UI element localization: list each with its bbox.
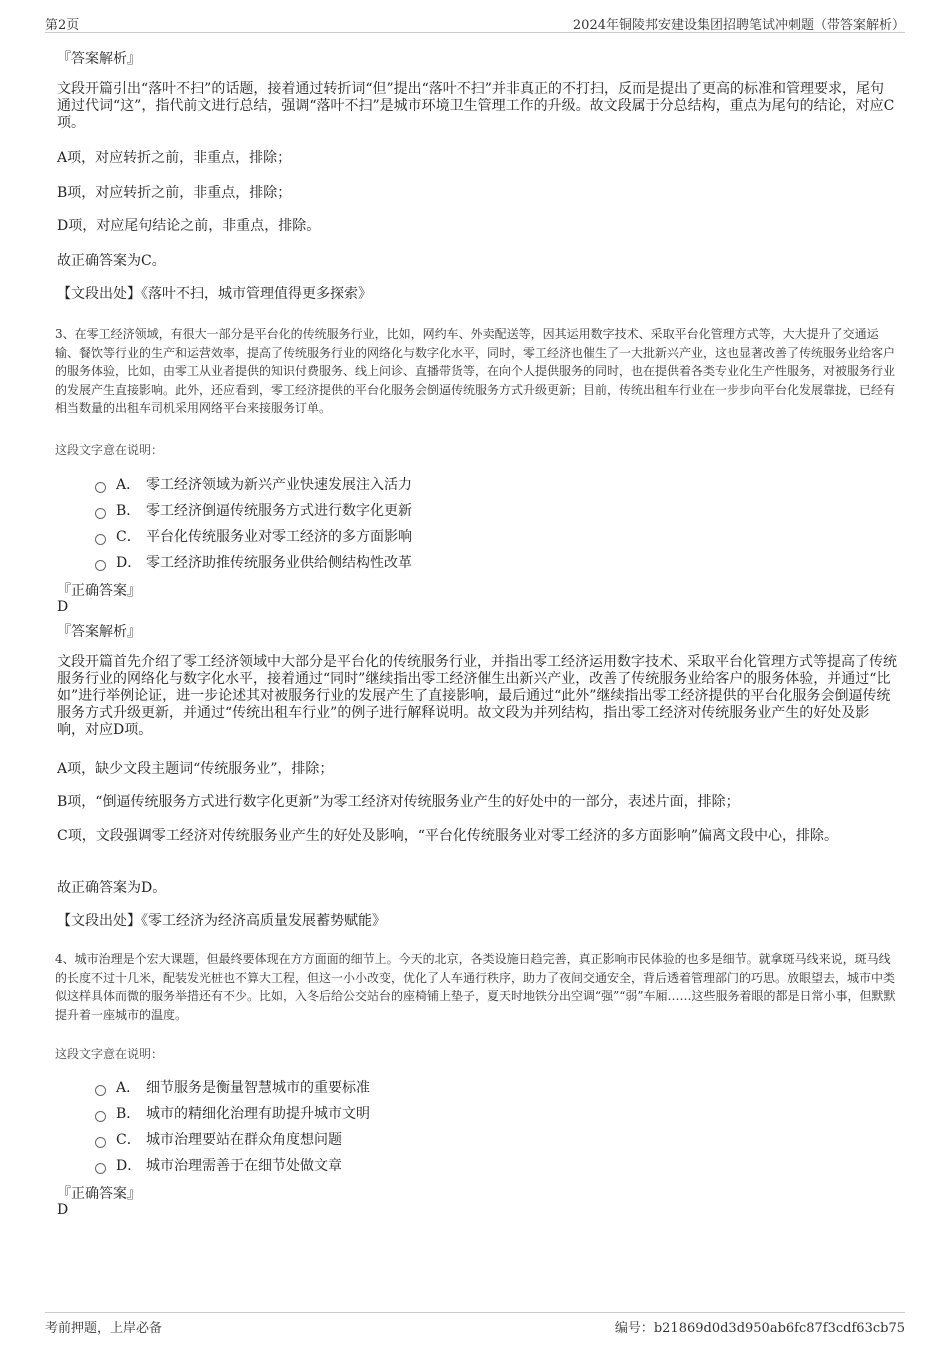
option-letter: A．: [116, 1080, 141, 1096]
q3-option-d[interactable]: [95, 552, 412, 572]
q2-note-b: B项，对应转折之前，非重点，排除；: [57, 185, 292, 201]
option-text: 城市的精细化治理有助提升城市文明: [146, 1106, 370, 1122]
q4-option-c[interactable]: [95, 1129, 342, 1149]
option-text: 零工经济倒逼传统服务方式进行数字化更新: [146, 503, 412, 519]
option-letter: D．: [116, 555, 142, 571]
q3-note-a: A项，缺少文段主题词“传统服务业”，排除；: [57, 761, 334, 777]
option-letter: C．: [116, 529, 141, 545]
q4-answer-label: 『正确答案』: [57, 1186, 141, 1202]
option-letter: D．: [116, 1158, 142, 1174]
radio-icon[interactable]: [95, 1137, 106, 1148]
option-text: 城市治理需善于在细节处做文章: [146, 1158, 342, 1174]
q3-analysis-text: 文段开篇首先介绍了零工经济领域中大部分是平台化的传统服务行业，并指出零工经济运用数字技术、采取平台化管理方式等提高了传统服务行业的网络化与数字化水平，接着通过“同时”继续指出零工经济催生出新兴产业，改善了传统服务业给客户的服务体验，并通过“比如”进行举例论证，进一步论述其对被服务行业的发展产生了直接影响，最后通过“此外”继续指出零工经济提供的平台化服务会倒逼传统服务方式升级更新，并通过“传统出租车行业”的例子进行解释说明。故文段为并列结构，指出零工经济对传统服务业产生的好处及影响，对应D项。: [57, 654, 897, 738]
q3-option-c[interactable]: [95, 526, 412, 546]
q2-analysis-label: 『答案解析』: [57, 51, 141, 67]
q2-conclusion: 故正确答案为C。: [57, 253, 166, 269]
q3-answer: D: [57, 599, 69, 615]
option-text: 细节服务是衡量智慧城市的重要标准: [146, 1080, 370, 1096]
q3-note-b: B项，“倒逼传统服务方式进行数字化更新”为零工经济对传统服务业产生的好处中的一部分，表述片面，排除；: [57, 794, 740, 810]
q3-option-b[interactable]: [95, 500, 412, 520]
radio-icon[interactable]: [95, 1111, 106, 1122]
radio-icon[interactable]: [95, 482, 106, 493]
q2-source: 【文段出处】《落叶不扫，城市管理值得更多探索》: [57, 286, 372, 302]
page-number: 第2页: [45, 18, 80, 33]
option-text: 零工经济助推传统服务业供给侧结构性改革: [146, 555, 412, 571]
radio-icon[interactable]: [95, 560, 106, 571]
option-text: 零工经济领域为新兴产业快速发展注入活力: [146, 477, 412, 493]
q3-source: 【文段出处】《零工经济为经济高质量发展蓄势赋能》: [57, 913, 386, 929]
q2-analysis-text: 文段开篇引出“落叶不扫”的话题，接着通过转折词“但”提出“落叶不扫”并非真正的不打扫，反而是提出了更高的标准和管理要求，尾句通过代词“这”，指代前文进行总结，强调“落叶不扫”是城市环境卫生管理工作的升级。故文段属于分总结构，重点为尾句的结论，对应C项。: [57, 81, 895, 131]
document-id: 编号：b21869d0d3d950ab6fc87f3cdf63cb75: [614, 1321, 905, 1336]
q2-note-d: D项，对应尾句结论之前，非重点，排除。: [57, 218, 321, 234]
q3-conclusion: 故正确答案为D。: [57, 880, 167, 896]
q2-note-a: A项，对应转折之前，非重点，排除；: [57, 150, 292, 166]
option-letter: B．: [116, 1106, 141, 1122]
q3-option-a[interactable]: [95, 474, 412, 494]
q4-option-d[interactable]: [95, 1155, 342, 1175]
radio-icon[interactable]: [95, 508, 106, 519]
page-footer: [45, 1312, 905, 1336]
radio-icon[interactable]: [95, 1085, 106, 1096]
option-letter: A．: [116, 477, 141, 493]
q3-analysis-label: 『答案解析』: [57, 624, 141, 640]
document-title: 2024年铜陵邦安建设集团招聘笔试冲刺题（带答案解析）: [572, 18, 905, 33]
q3-note-c: C项，文段强调零工经济对传统服务业产生的好处及影响，“平台化传统服务业对零工经济的多方面影响”偏离文段中心，排除。: [57, 828, 839, 844]
option-text: 平台化传统服务业对零工经济的多方面影响: [146, 529, 412, 545]
footer-slogan: 考前押题，上岸必备: [45, 1321, 163, 1336]
q4-question-text: 4、城市治理是个宏大课题，但最终要体现在方方面面的细节上。今天的北京，各类设施日趋完善，真正影响市民体验的也多是细节。就拿斑马线来说，斑马线的长度不过十几米，配装发光桩也不算大工程，但这一小小改变，优化了人车通行秩序，助力了夜间交通安全，背后透着管理部门的巧思。放眼望去，城市中类似这样具体而微的服务举措还有不少。比如，入冬后给公交站台的座椅铺上垫子，夏天时地铁分出空调“强”“弱”车厢……这些服务着眼的都是日常小事，但默默提升着一座城市的温度。: [55, 952, 896, 1022]
q3-answer-label: 『正确答案』: [57, 583, 141, 599]
radio-icon[interactable]: [95, 1163, 106, 1174]
q4-answer: D: [57, 1202, 69, 1218]
page-header: [45, 14, 905, 33]
radio-icon[interactable]: [95, 534, 106, 545]
q4-option-a[interactable]: [95, 1077, 370, 1097]
q4-prompt: 这段文字意在说明：: [55, 1047, 164, 1061]
q3-question-text: 3、在零工经济领域，有很大一部分是平台化的传统服务行业，比如，网约车、外卖配送等，因其运用数字技术、采取平台化管理方式等，大大提升了交通运输、餐饮等行业的生产和运营效率，提高了传统服务行业的网络化与数字化水平，同时，零工经济也催生了一大批新兴产业，这也显著改善了传统服务业给客户的服务体验，比如，由零工从业者提供的知识付费服务、线上问诊、直播带货等，在向个人提供服务的同时，也在提供着各类专业化生产性服务，对被服务行业的发展产生直接影响。此外，还应看到，零工经济提供的平台化服务会倒逼传统服务方式升级更新；目前，传统出租车行业在一步步向平台化发展靠拢，已经有相当数量的出租车司机采用网络平台来接服务订单。: [55, 327, 896, 415]
q4-option-b[interactable]: [95, 1103, 370, 1123]
option-letter: B．: [116, 503, 141, 519]
option-letter: C．: [116, 1132, 141, 1148]
q3-prompt: 这段文字意在说明：: [55, 443, 164, 457]
option-text: 城市治理要站在群众角度想问题: [146, 1132, 342, 1148]
